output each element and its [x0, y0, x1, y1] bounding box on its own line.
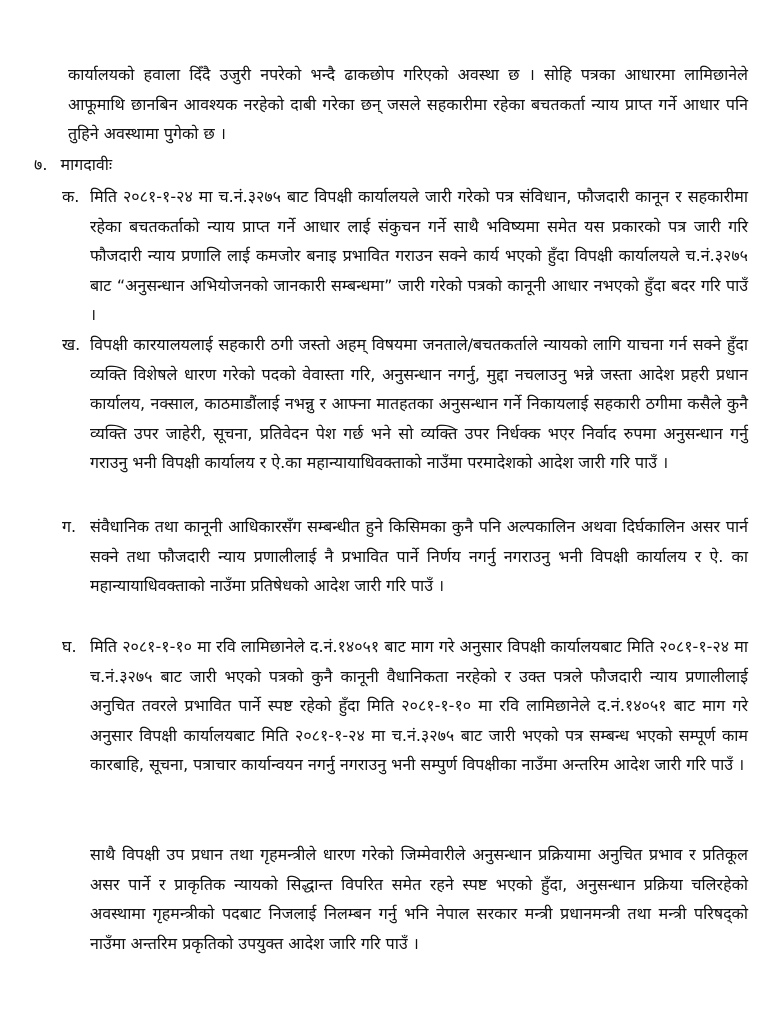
item-gha-text: मिति २०८१-१-१० मा रवि लामिछानेले द.नं.१४०५१ बाट माग गरे अनुसार विपक्षी कार्यालयबाट मिति २०८१-१-२४ मा च.नं.३२७५ बाट जारी भएको पत्रको कुनै कानूनी वैधानिकता नरहेको र उक्त पत्रले फौजदारी न्याय प्रणालीलाई अनुचित तवरले प्रभावित पार्ने स्पष्ट रहेको हुँदा मिति २०८१-१-१० मा रवि लामिछानेले द.नं.१४०५१ बाट माग गरे अनुसार विपक्षी कार्यालयबाट मिति २०८१-१-२४ मा च.नं.३२७५ बाट जारी भएको पत्र सम्बन्ध भएको सम्पूर्ण काम कारबाहि, सूचना, पत्राचार कार्यान्वयन नगर्नु नगराउनु भनी सम्पुर्ण विपक्षीका नाउँमा अन्तरिम आदेश जारी गरि पाउँ । [90, 637, 748, 774]
closing-paragraph: साथै विपक्षी उप प्रधान तथा गृहमन्त्रीले धारण गरेको जिम्मेवारीले अनुसन्धान प्रक्रियामा अनुचित प्रभाव र प्रतिकूल असर पार्ने र प्राकृतिक न्यायको सिद्धान्त विपरित समेत रहने स्पष्ट भएको हुँदा, अनुसन्धान प्रक्रिया चलिरहेको अवस्थामा गृहमन्त्रीको पदबाट निजलाई निलम्बन गर्नु भनि नेपाल सरकार मन्त्री प्रधानमन्त्री तथा मन्त्री परिषद्को नाउँमा अन्तरिम प्रकृतिको उपयुक्त आदेश जारि गरि पाउँ । [90, 845, 748, 953]
item-ga-text: संवैधानिक तथा कानूनी आधिकारसँग सम्बन्धीत हुने किसिमका कुनै पनि अल्पकालिन अथवा दिर्घकालिन असर पार्न सक्ने तथा फौजदारी न्याय प्रणालीलाई नै प्रभावित पार्ने निर्णय नगर्नु नगराउनु भनी विपक्षी कार्यालय र ऐ. का महान्यायाधिवक्ताको नाउँमा प्रतिषेधको आदेश जारी गरि पाउँ । [90, 517, 748, 595]
item-kha-marker: ख. [62, 335, 81, 354]
item-ga-marker: ग. [62, 517, 77, 536]
section-number: ७. [34, 155, 48, 174]
item-ka-text: मिति २०८१-१-२४ मा च.नं.३२७५ बाट विपक्षी कार्यालयले जारी गरेको पत्र संविधान, फौजदारी कानून र सहकारीमा रहेका बचतकर्ताको न्याय प्राप्त गर्ने आधार लाई संकुचन गर्ने साथै भविष्यमा समेत यस प्रकारको पत्र जारी गरि फौजदारी न्याय प्रणालि लाई कमजोर बनाइ प्रभावित गराउन सक्ने कार्य भएको हुँदा विपक्षी कार्यालयले च.नं.३२७५ बाट “अनुसन्धान अभियोजनको जानकारी सम्बन्धमा” जारी गरेको पत्रको कानूनी आधार नभएको हुँदा बदर गरि पाउँ । [90, 187, 748, 324]
item-gha-marker: घ. [62, 637, 77, 656]
item-kha-text: विपक्षी कारयालयलाई सहकारी ठगी जस्तो अहम् विषयमा जनताले/बचतकर्ताले न्यायको लागि याचना गर्न सक्ने हुँदा व्यक्ति विशेषले धारण गरेको पदको वेवास्ता गरि, अनुसन्धान नगर्नु, मुद्दा नचलाउनु भन्ने जस्ता आदेश प्रहरी प्रधान कार्यालय, नक्साल, काठमाडौंलाई नभन्नु र आफ्ना मातहतका अनुसन्धान गर्ने निकायलाई सहकारी ठगीमा कसैले कुनै व्यक्ति उपर जाहेरी, सूचना, प्रतिवेदन पेश गर्छ भने सो व्यक्ति उपर निर्धक्क भएर निर्वाद रुपमा अनुसन्धान गर्नु गराउनु भनी विपक्षी कार्यालय र ऐ.का महान्यायाधिवक्ताको नाउँमा परमादेशको आदेश जारी गरि पाउँ । [90, 335, 748, 472]
item-ka-marker: क. [62, 187, 80, 206]
section-heading [34, 150, 334, 180]
section-title: मागदावीः [60, 155, 113, 174]
intro-paragraph: कार्यालयको हवाला दिँदै उजुरी नपरेको भन्दै ढाकछोप गरिएको अवस्था छ । सोहि पत्रका आधारमा लामिछानेले आफूमाथि छानबिन आवश्यक नरहेको दाबी गरेका छन् जसले सहकारीमा रहेका बचतकर्ता न्याय प्राप्त गर्ने आधार पनि तुहिने अवस्थामा पुगेको छ । [68, 65, 748, 143]
